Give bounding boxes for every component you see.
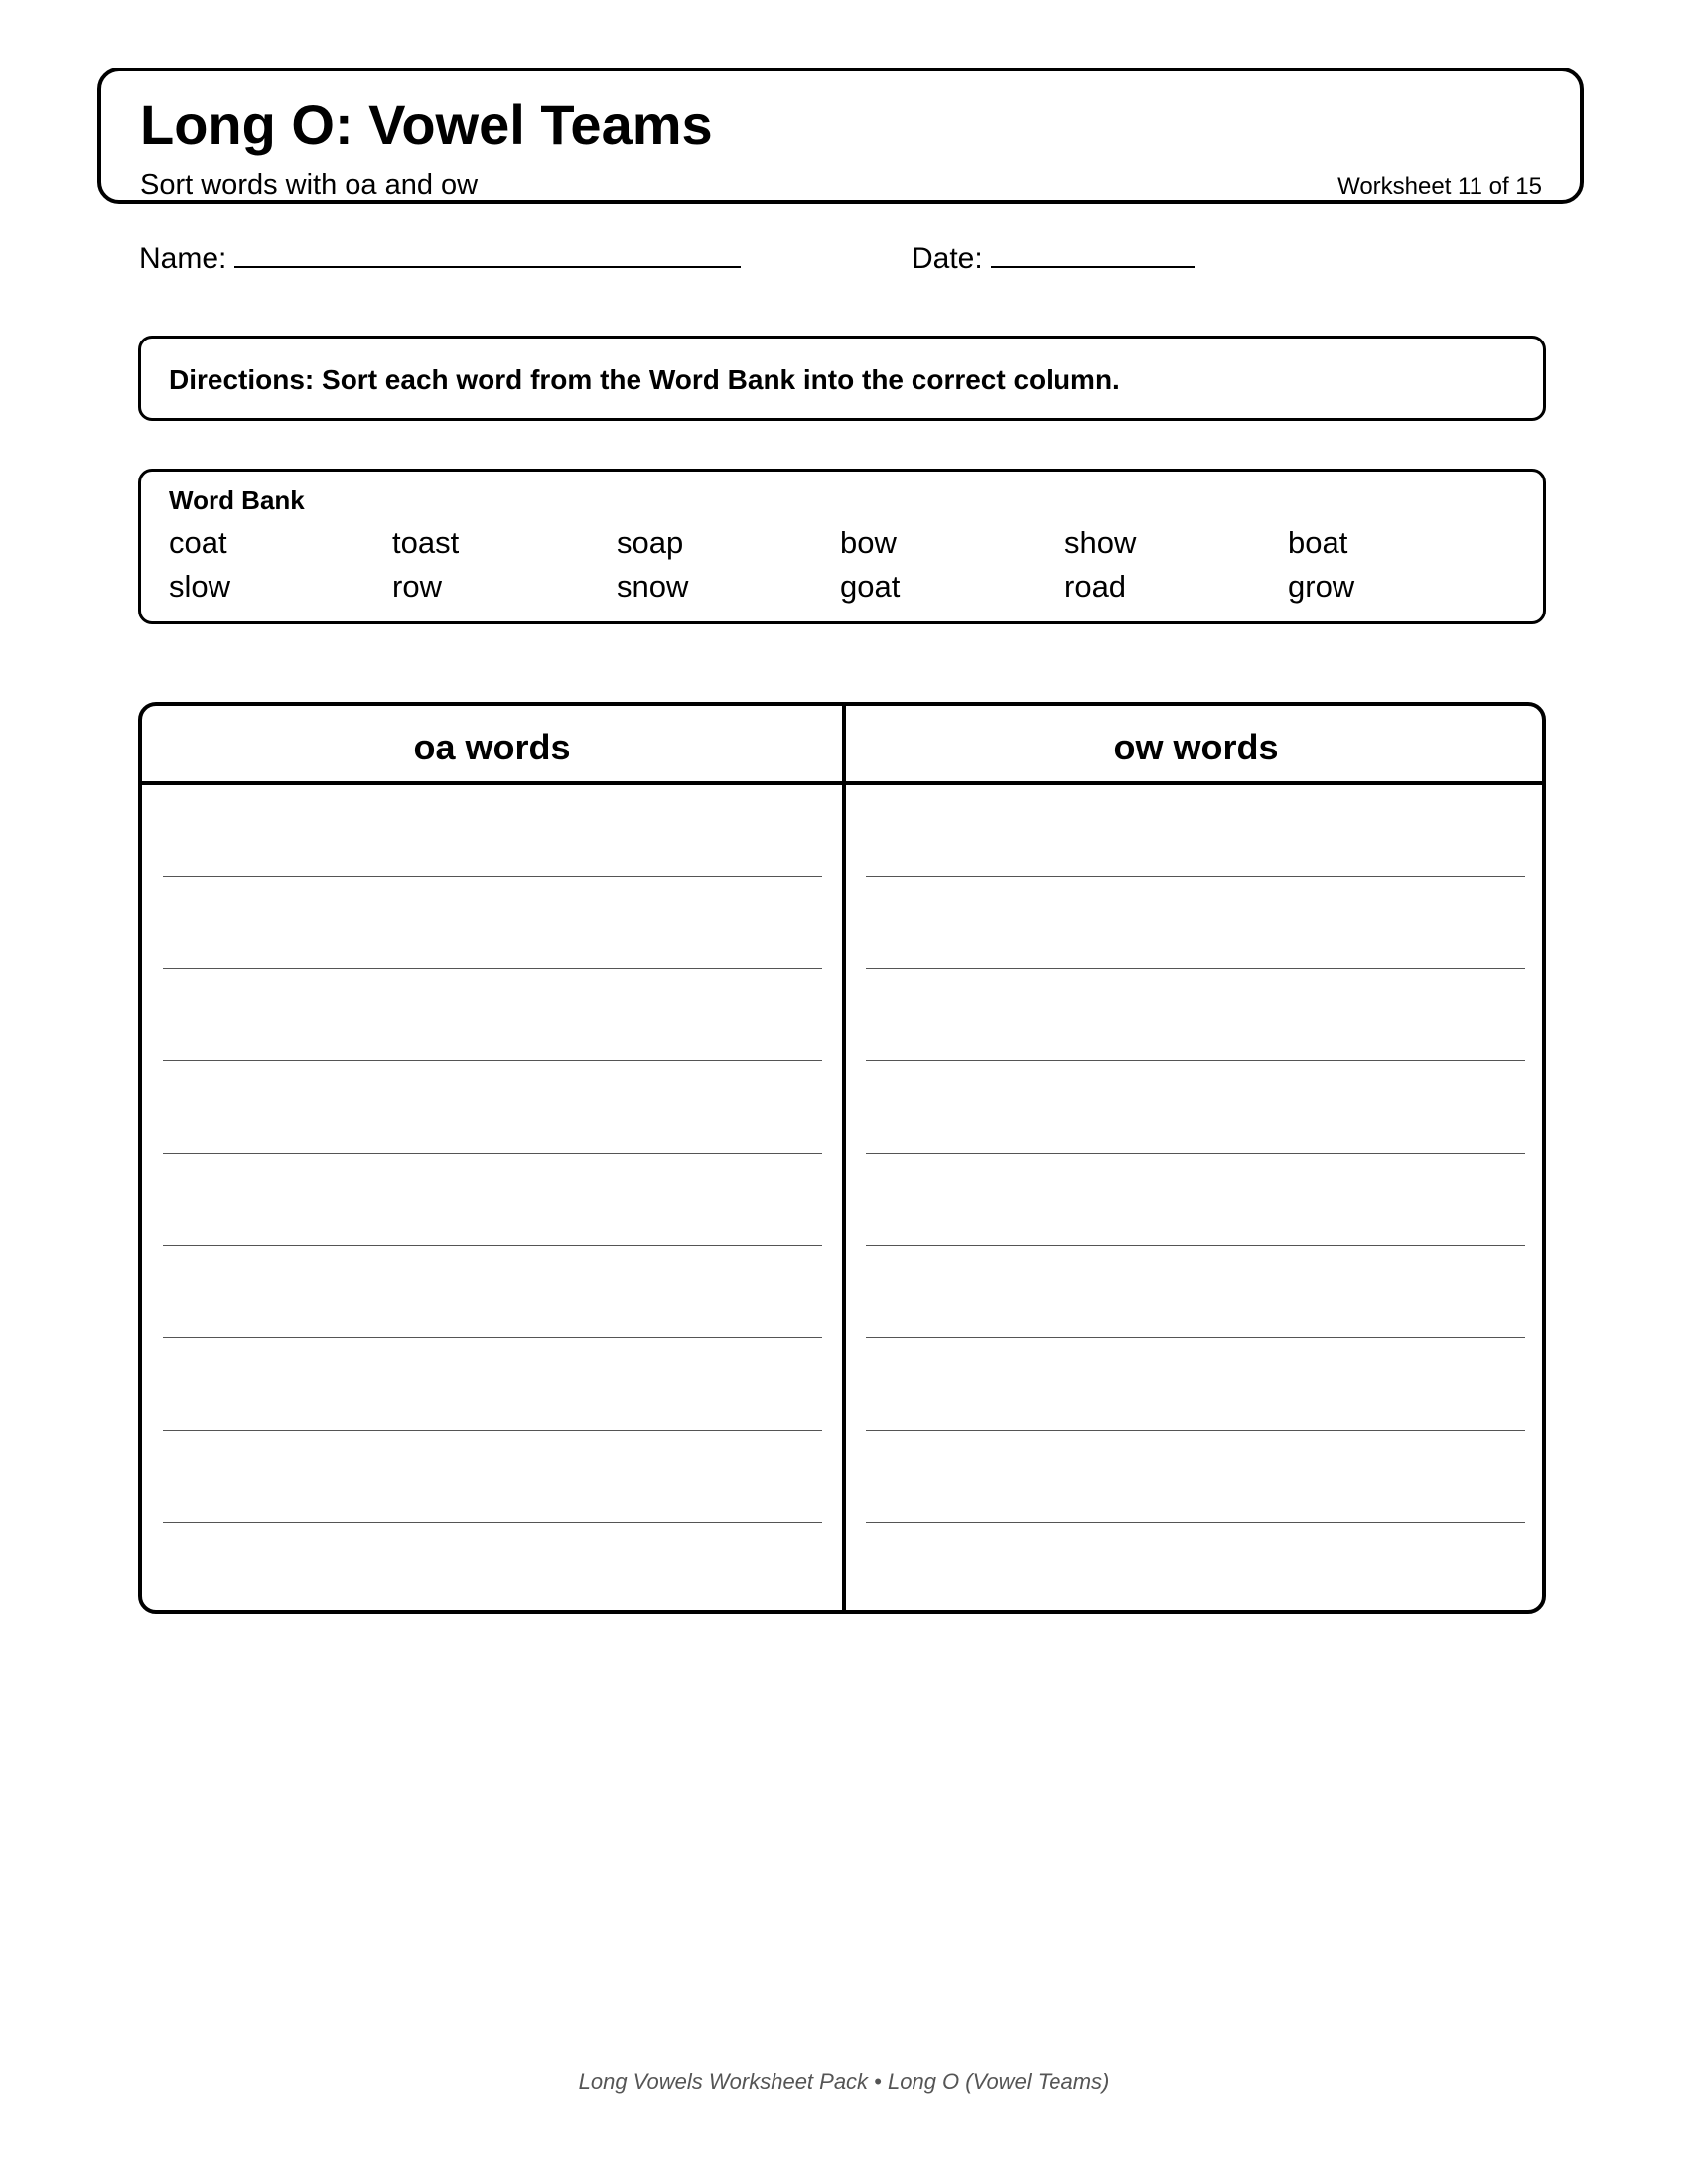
- writing-line-oa[interactable]: [163, 1153, 822, 1154]
- writing-line-ow[interactable]: [866, 876, 1525, 877]
- writing-line-ow[interactable]: [866, 1153, 1525, 1154]
- column-header-ow: ow words: [1113, 727, 1279, 767]
- column-divider: [842, 706, 846, 1610]
- word-bank-word: goat: [840, 569, 901, 604]
- writing-line-ow[interactable]: [866, 1337, 1525, 1338]
- sort-table: [138, 702, 1546, 1614]
- word-bank-word: road: [1064, 569, 1127, 604]
- writing-line-ow[interactable]: [866, 1060, 1525, 1061]
- word-bank-word: show: [1064, 525, 1137, 560]
- page-title: Long O: Vowel Teams: [140, 93, 713, 156]
- writing-line-oa[interactable]: [163, 1430, 822, 1431]
- date-blank-line[interactable]: [991, 242, 1195, 268]
- word-bank-word: toast: [392, 525, 460, 560]
- word-bank-word: soap: [617, 525, 684, 560]
- name-field[interactable]: [139, 242, 741, 274]
- header-box: [97, 68, 1584, 204]
- word-bank-word: grow: [1288, 569, 1355, 604]
- writing-line-oa[interactable]: [163, 968, 822, 969]
- page-subtitle: Sort words with oa and ow: [140, 169, 479, 201]
- worksheet-number: Worksheet 11 of 15: [1337, 173, 1542, 200]
- writing-line-ow[interactable]: [866, 1245, 1525, 1246]
- writing-line-oa[interactable]: [163, 1337, 822, 1338]
- name-label: Name:: [139, 242, 227, 275]
- writing-line-oa[interactable]: [163, 1522, 822, 1523]
- word-bank-word: slow: [169, 569, 231, 604]
- word-bank-title: Word Bank: [169, 485, 305, 515]
- writing-line-oa[interactable]: [163, 1060, 822, 1061]
- word-bank: [138, 469, 1546, 624]
- writing-line-oa[interactable]: [163, 1245, 822, 1246]
- writing-line-ow[interactable]: [866, 968, 1525, 969]
- word-bank-word: snow: [617, 569, 689, 604]
- column-header-oa: oa words: [413, 727, 571, 767]
- name-blank-line[interactable]: [234, 242, 741, 268]
- word-bank-word: row: [392, 569, 442, 604]
- word-bank-word: coat: [169, 525, 227, 560]
- word-bank-word: boat: [1288, 525, 1348, 560]
- directions-box: [138, 336, 1546, 421]
- word-bank-word: bow: [840, 525, 897, 560]
- writing-line-ow[interactable]: [866, 1522, 1525, 1523]
- directions-text: Directions: Sort each word from the Word Bank into the correct column.: [169, 364, 1120, 395]
- footer-text: Long Vowels Worksheet Pack • Long O (Vowel Teams): [578, 2069, 1110, 2094]
- date-label: Date:: [912, 242, 983, 275]
- writing-line-oa[interactable]: [163, 876, 822, 877]
- date-field[interactable]: [912, 242, 1195, 274]
- writing-line-ow[interactable]: [866, 1430, 1525, 1431]
